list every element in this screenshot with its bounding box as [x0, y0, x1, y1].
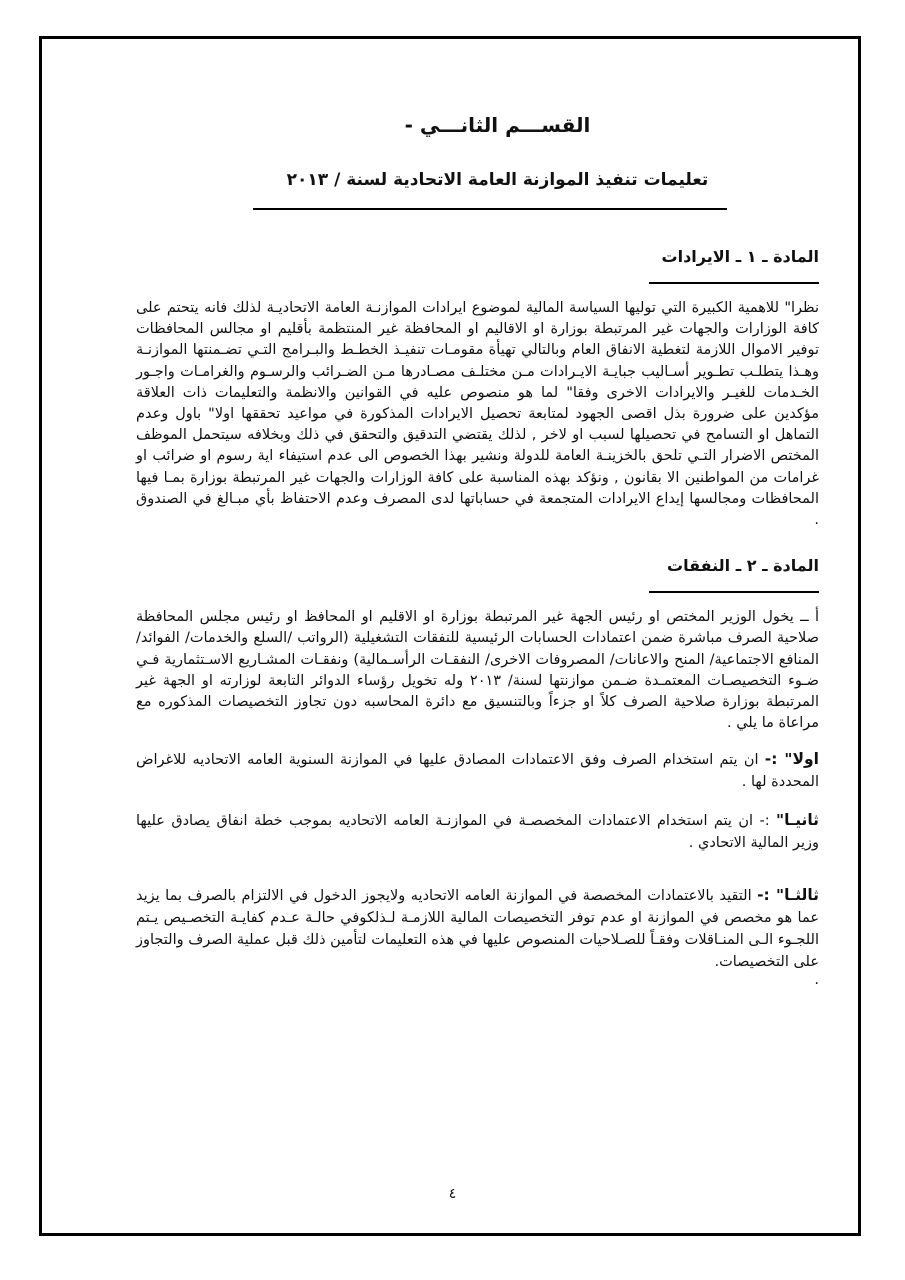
article-2-underline: [649, 591, 819, 593]
article-2-paragraph: أ ــ يخول الوزير المختص او رئيس الجهة غير المرتبطة بوزارة او الاقليم او المحافظ او رئيس مجلس المحافظة صلاحية الصرف مباشرة ضمن اعتمادات الحسابات الرئيسية للنفقات التشغيلية (الرواتب /السلع والخدمات/ الفوائد/ المنافع الاجتماعية/ المنح والاعانات/ المصروفات الاخرى/ النفقـات الرأسـمالية) ونفقـات المشـاريع الاسـتثمارية فـي ضـوء التخصيصـات المعتمـدة ضـمن موازنتها لسنة/ ٢٠١٣ وله تخويل رؤساء الدوائر التابعة لوزارته او الجهة غير المرتبطة بوزارة صلاحية الصرف كلاً او جزءاً وبالتنسيق مع دائرة المحاسبه دون تجاوز التخصيصات المذكوره مع مراعاة ما يلي .: [136, 609, 819, 732]
item-1-text: ان يتم استخدام الصرف وفق الاعتمادات المصادق عليها في الموازنة السنوية العامه الاتحاديه للاغراض المحددة لها .: [136, 752, 819, 791]
article-1-paragraph: نظرا" للاهمية الكبيرة التي توليها السياسة المالية لموضوع ايرادات الموازنـة العامة الاتحاديـة لذلك فانه يتحتم على كافة الوزارات والجهات غير المرتبطة بوزارة او الاقاليم او المحافظة غير المنتظمة بأقليم او مجالس المحافظات توفير الاموال اللازمة لتغطية الانفاق العام وبالتالي تهيأة مقومـات تنفيـذ الخطـط والبـرامج التـي تضـمنتها الموازنـة وهـذا يتطلـب تطـوير أسـاليب جبايـة الايـرادات مـن مختلـف مصـادرها مـن الضـرائب والرسـوم والغرامـات واجـور الخـدمات للغيـر والايرادات الاخرى وفقا" لما هو منصوص عليه في القوانين والانظمة والتعليمات ذات العلاقة مؤكدين على ضرورة بذل اقصى الجهود لمتابعة تحصيل الايرادات المذكورة في مواعيد تحققها اولا" باول وعدم التماهل او التسامح في تحصيلها لسبب او لاخر , لذلك يقتضي التدقيق والتحقق في ذلك وبخلافه سيتحمل الموظف المختص الاضرار التـي تلحق بالخزينـة العامة للدولة ونشير بهذا الخصوص الى عدم استيفاء اية رسوم او ضرائب او غرامات من المواطنين الا بقانون , ونؤكد بهذه المناسبة على كافة الوزارات والجهات غير المرتبطة بوزارة بمـا فيها المحافظات ومجالسها إيداع الايرادات المتجمعة في حساباتها لدى المصرف وعدم الاحتفاظ بأي مبـالغ في الصندوق .: [136, 300, 819, 529]
item-3-text: التقيد بالاعتمادات المخصصة في الموازنة العامه الاتحاديه ولايجوز الدخول في الالتزام بالصرف بما يزيد عما هو مخصص في الموازنة او عدم توفر التخصيصات المالية اللازمـة لـذلكوفي حالـة عـدم كفايـة التخصـيص يـتم اللجـوء الـى المنـاقلات وفقـاً للصـلاحيات المنصوص عليها في هذه التعليمات لتأمين ذلك قبل عملية الصرف والتجاوز على التخصيصات.: [136, 888, 819, 971]
page-number: ٤: [448, 1186, 457, 1202]
section-title: القســـم الثانـــي -: [404, 113, 591, 137]
item-3-label: ثالثـا" :-: [757, 886, 820, 905]
article-1-underline: [649, 282, 819, 284]
article-1-heading: المادة ـ ١ ـ الايرادات: [661, 247, 819, 266]
article-2-heading: المادة ـ ٢ ـ النفقات: [666, 556, 819, 576]
item-2-label: ثانيـا": [776, 811, 819, 830]
document-title: تعليمات تنفيذ الموازنة العامة الاتحادية لسنة / ٢٠١٣: [286, 170, 709, 190]
item-1-label: اولا" :-: [764, 750, 819, 769]
article-2-item-1: [136, 748, 819, 793]
title-underline: [253, 208, 727, 210]
document-body: [136, 110, 819, 987]
trailing-dot: .: [814, 972, 819, 989]
article-2-item-2: [136, 809, 819, 854]
article-2-item-3: [136, 884, 819, 973]
item-2-text: :- ان يتم استخدام الاعتمادات المخصصـة في الموازنـة العامه الاتحاديه بموجب خطة انفاق يصادق عليها وزير المالية الاتحادي .: [136, 813, 819, 852]
